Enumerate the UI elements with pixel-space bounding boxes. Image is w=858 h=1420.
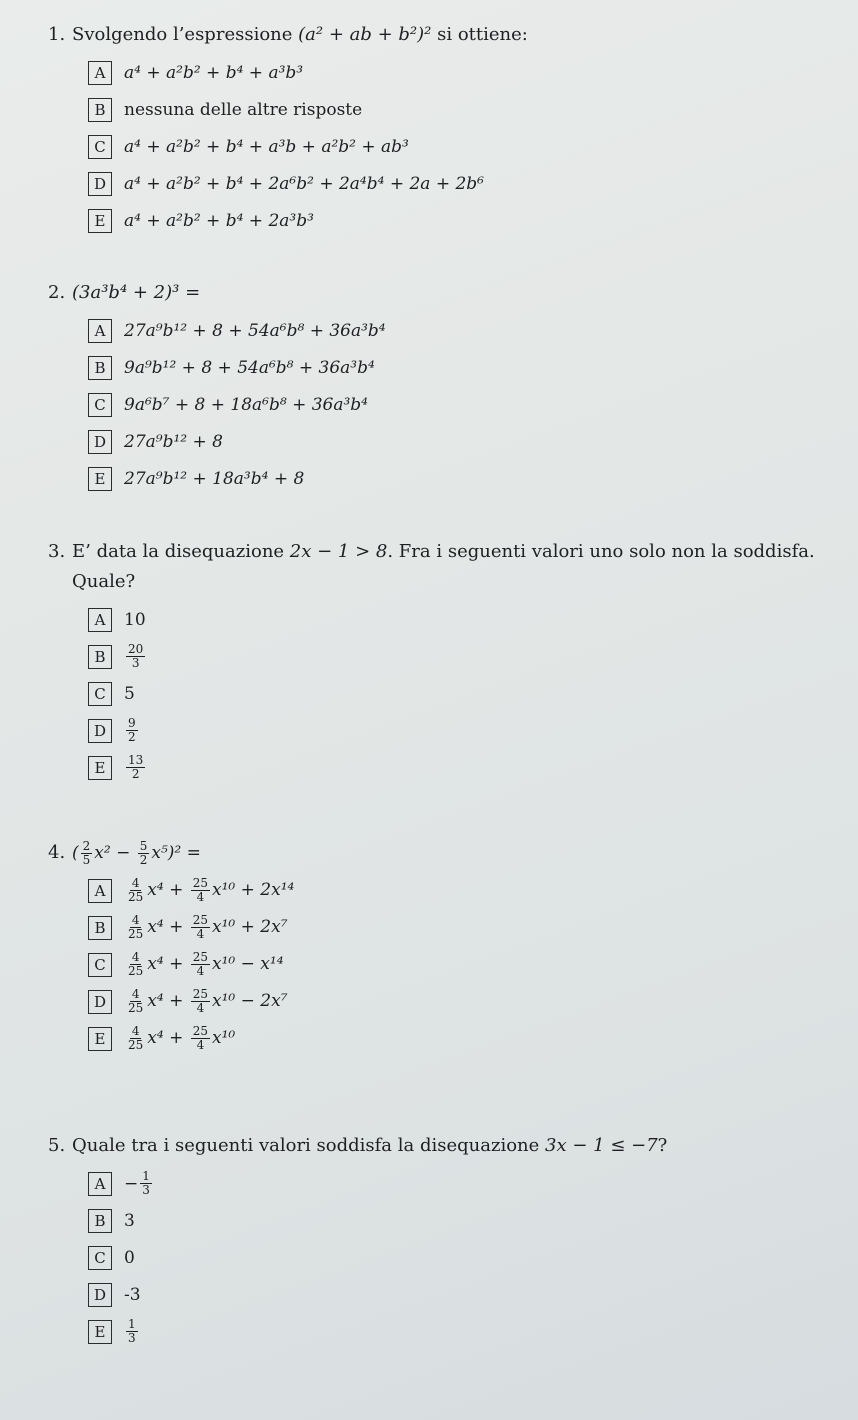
question-number: 4.: [48, 842, 66, 863]
question-2: [48, 278, 838, 497]
option-text: a⁴ + a²b² + b⁴ + a³b³: [124, 62, 304, 83]
option-letter-box[interactable]: E: [88, 467, 112, 491]
option-letter-box[interactable]: D: [88, 430, 112, 454]
option-text: 9a⁹b¹² + 8 + 54a⁶b⁸ + 36a³b⁴: [124, 357, 375, 378]
option-letter-box[interactable]: C: [88, 953, 112, 977]
option-letter-box[interactable]: D: [88, 172, 112, 196]
question-5-options: [48, 1165, 838, 1350]
option-text: $\frac{4}{25}$ x⁴ + $\frac{25}{4}$ x¹⁰ + 2x⁷: [128, 913, 288, 941]
option-letter-box[interactable]: D: [88, 1283, 112, 1307]
option-text: $\frac{4}{25}$ x⁴ + $\frac{25}{4}$ x¹⁰ − x¹⁴: [128, 950, 284, 978]
option-c[interactable]: [48, 1239, 838, 1276]
option-letter-box[interactable]: B: [88, 356, 112, 380]
question-3: [48, 537, 838, 786]
option-text: 5: [124, 683, 135, 704]
option-text: $\frac{4}{25}$ x⁴ + $\frac{25}{4}$ x¹⁰ + 2x¹⁴: [128, 876, 295, 904]
option-letter-box[interactable]: B: [88, 98, 112, 122]
option-letter-box[interactable]: E: [88, 756, 112, 780]
question-1: [48, 20, 838, 239]
option-text: -3: [124, 1284, 141, 1305]
option-e[interactable]: [48, 1313, 838, 1350]
option-letter-box[interactable]: A: [88, 61, 112, 85]
option-c[interactable]: [48, 386, 838, 423]
question-number: 2.: [48, 282, 66, 303]
option-text: $\frac{4}{25}$ x⁴ + $\frac{25}{4}$ x¹⁰ − 2x⁷: [128, 987, 288, 1015]
question-4: [48, 838, 838, 1057]
option-e[interactable]: [48, 460, 838, 497]
question-3-prompt: 3. E’ data la disequazione 2x − 1 > 8. Fra i seguenti valori uno solo non la soddisfa.: [48, 537, 838, 567]
option-letter-box[interactable]: B: [88, 1209, 112, 1233]
option-text: 27a⁹b¹² + 8: [124, 431, 223, 452]
option-letter-box[interactable]: C: [88, 1246, 112, 1270]
option-b[interactable]: [48, 1202, 838, 1239]
option-fraction: $\frac{9}{2}$: [128, 716, 136, 744]
option-e[interactable]: [48, 749, 838, 786]
option-d[interactable]: [48, 1276, 838, 1313]
option-fraction: $\frac{1}{3}$: [128, 1317, 136, 1345]
option-letter-box[interactable]: D: [88, 990, 112, 1014]
option-letter-box[interactable]: D: [88, 719, 112, 743]
option-d[interactable]: [48, 983, 838, 1020]
option-text: 0: [124, 1247, 135, 1268]
option-text: nessuna delle altre risposte: [124, 99, 363, 120]
option-d[interactable]: [48, 423, 838, 460]
option-b[interactable]: [48, 638, 838, 675]
option-letter-box[interactable]: E: [88, 1320, 112, 1344]
option-letter-box[interactable]: A: [88, 879, 112, 903]
question-4-options: [48, 872, 838, 1057]
option-letter-box[interactable]: B: [88, 916, 112, 940]
option-e[interactable]: [48, 202, 838, 239]
option-text: 27a⁹b¹² + 8 + 54a⁶b⁸ + 36a³b⁴: [124, 320, 386, 341]
question-number: 3.: [48, 541, 66, 562]
option-letter-box[interactable]: C: [88, 682, 112, 706]
option-text: 3: [124, 1210, 135, 1231]
question-1-prompt: 1. Svolgendo l’espressione (a² + ab + b²)² si ottiene:: [48, 20, 838, 50]
option-a[interactable]: [48, 601, 838, 638]
question-2-options: [48, 312, 838, 497]
option-text: 9a⁶b⁷ + 8 + 18a⁶b⁸ + 36a³b⁴: [124, 394, 368, 415]
question-2-prompt: 2. (3a³b⁴ + 2)³ =: [48, 278, 838, 308]
option-letter-box[interactable]: C: [88, 393, 112, 417]
option-letter-box[interactable]: A: [88, 608, 112, 632]
option-fraction: $\frac{1}{3}$: [142, 1169, 150, 1197]
option-a[interactable]: [48, 54, 838, 91]
question-3-prompt-continued: Quale?: [72, 571, 136, 592]
question-3-options: [48, 601, 838, 786]
option-text: a⁴ + a²b² + b⁴ + 2a⁶b² + 2a⁴b⁴ + 2a + 2b⁶: [124, 173, 484, 194]
option-sign: −: [124, 1173, 139, 1194]
question-1-options: [48, 54, 838, 239]
question-5: [48, 1131, 838, 1350]
option-letter-box[interactable]: C: [88, 135, 112, 159]
option-text: $\frac{4}{25}$ x⁴ + $\frac{25}{4}$ x¹⁰: [128, 1024, 236, 1052]
option-c[interactable]: [48, 675, 838, 712]
option-b[interactable]: [48, 91, 838, 128]
option-e[interactable]: [48, 1020, 838, 1057]
option-fraction: $\frac{13}{2}$: [128, 753, 144, 781]
option-letter-box[interactable]: E: [88, 1027, 112, 1051]
option-a[interactable]: [48, 872, 838, 909]
option-d[interactable]: [48, 165, 838, 202]
option-text: a⁴ + a²b² + b⁴ + a³b + a²b² + ab³: [124, 136, 409, 157]
option-text: 27a⁹b¹² + 18a³b⁴ + 8: [124, 468, 305, 489]
option-letter-box[interactable]: B: [88, 645, 112, 669]
option-c[interactable]: [48, 946, 838, 983]
question-number: 1.: [48, 24, 66, 45]
question-number: 5.: [48, 1135, 66, 1156]
option-a[interactable]: [48, 1165, 838, 1202]
option-b[interactable]: [48, 909, 838, 946]
option-a[interactable]: [48, 312, 838, 349]
option-text: 10: [124, 609, 146, 630]
question-5-prompt: 5. Quale tra i seguenti valori soddisfa la disequazione 3x − 1 ≤ −7?: [48, 1131, 838, 1161]
option-b[interactable]: [48, 349, 838, 386]
option-fraction: $\frac{20}{3}$: [128, 642, 144, 670]
option-text: a⁴ + a²b² + b⁴ + 2a³b³: [124, 210, 314, 231]
option-letter-box[interactable]: E: [88, 209, 112, 233]
option-d[interactable]: [48, 712, 838, 749]
option-c[interactable]: [48, 128, 838, 165]
question-4-prompt: 4. ( $\frac{2}{5}$ x² − $\frac{5}{2}$ x⁵)² =: [48, 839, 201, 867]
option-letter-box[interactable]: A: [88, 1172, 112, 1196]
option-letter-box[interactable]: A: [88, 319, 112, 343]
